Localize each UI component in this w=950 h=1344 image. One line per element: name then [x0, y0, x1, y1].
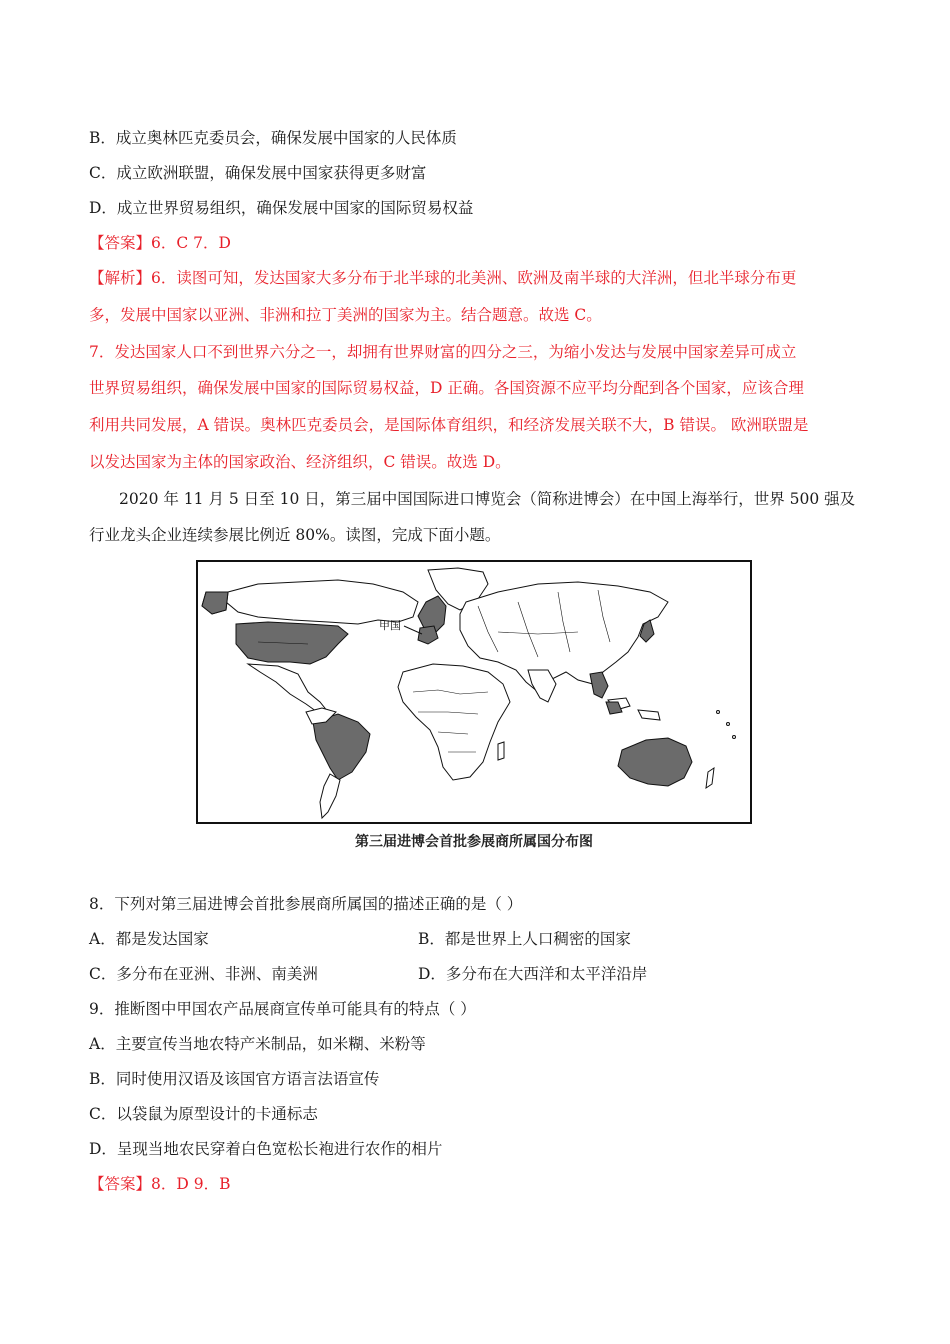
- usa-alaska-highlight: [202, 592, 228, 614]
- analysis-line-3: 7．发达国家人口不到世界六分之一，却拥有世界财富的四分之三，为缩小发达与发展中国家差异可成立: [89, 343, 797, 361]
- answer-text: 8．D 9．B: [151, 1175, 231, 1193]
- q8-stem: 8．下列对第三届进博会首批参展商所属国的描述正确的是（ ）: [89, 895, 523, 913]
- jia-country-label: 甲国: [379, 619, 401, 632]
- analysis-line-1: [89, 268, 796, 288]
- jia-country-highlight: [418, 626, 438, 644]
- madagascar-shape: [498, 742, 504, 760]
- q8-option-c: C．多分布在亚洲、非洲、南美洲: [89, 965, 318, 983]
- q9-option-d: D．呈现当地农民穿着白色宽松长袍进行农作的相片: [89, 1140, 443, 1158]
- q8-option-b: B．都是世界上人口稠密的国家: [418, 930, 631, 948]
- q7-option-d: D．成立世界贸易组织，确保发展中国家的国际贸易权益: [89, 199, 474, 217]
- newzealand-shape: [706, 768, 714, 788]
- sea-islands-shape-2: [638, 710, 660, 720]
- analysis-line-2: 多，发展中国家以亚洲、非洲和拉丁美洲的国家为主。结合题意。故选 C。: [89, 306, 602, 324]
- q8-option-d: D．多分布在大西洋和太平洋沿岸: [418, 965, 648, 983]
- brazil-highlight: [313, 714, 370, 780]
- answer-tag: 【答案】: [89, 1175, 152, 1193]
- q7-option-b: B．成立奥林匹克委员会，确保发展中国家的人民体质: [89, 129, 457, 147]
- intro-line-1: 2020 年 11 月 5 日至 10 日，第三届中国国际进口博览会（简称进博会）在中国上海举行，世界 500 强及: [119, 490, 856, 508]
- answer-text: 6．C 7．D: [151, 234, 231, 252]
- map-caption: 第三届进博会首批参展商所属国分布图: [355, 834, 593, 850]
- africa-shape: [398, 664, 510, 780]
- q9-option-a: A．主要宣传当地农特产米制品，如米糊、米粉等: [89, 1035, 426, 1053]
- q9-option-c: C．以袋鼠为原型设计的卡通标志: [89, 1105, 318, 1123]
- answer-6-7: [89, 233, 231, 253]
- south-america-south-shape: [320, 774, 340, 818]
- world-map: [196, 560, 752, 824]
- analysis-tag: 【解析】: [89, 269, 152, 287]
- canada-shape: [226, 580, 418, 624]
- world-map-svg: [198, 562, 750, 822]
- intro-line-2: 行业龙头企业连续参展比例近 80%。读图，完成下面小题。: [89, 526, 501, 544]
- seasia-highlight: [590, 672, 608, 698]
- q9-option-b: B．同时使用汉语及该国官方语言法语宣传: [89, 1070, 380, 1088]
- analysis-line-4: 世界贸易组织，确保发展中国家的国际贸易权益，D 正确。各国资源不应平均分配到各个国家，应该合理: [89, 379, 804, 397]
- analysis-text-1: 6．读图可知，发达国家大多分布于北半球的北美洲、欧洲及南半球的大洋洲，但北半球分布更: [151, 269, 797, 287]
- q7-option-c: C．成立欧洲联盟，确保发展中国家获得更多财富: [89, 164, 427, 182]
- q9-stem: 9．推断图中甲国农产品展商宣传单可能具有的特点（ ）: [89, 1000, 476, 1018]
- australia-highlight: [618, 738, 692, 786]
- usa-highlight: [236, 622, 348, 664]
- mexico-shape: [248, 664, 328, 714]
- analysis-line-6: 以发达国家为主体的国家政治、经济组织，C 错误。故选 D。: [89, 453, 511, 471]
- answer-tag: 【答案】: [89, 234, 152, 252]
- analysis-line-5: 利用共同发展，A 错误。奥林匹克委员会，是国际体育组织，和经济发展关联不大，B 错误。 欧洲联盟是: [89, 416, 809, 434]
- answer-8-9: [89, 1174, 230, 1194]
- q8-option-a: A．都是发达国家: [89, 930, 209, 948]
